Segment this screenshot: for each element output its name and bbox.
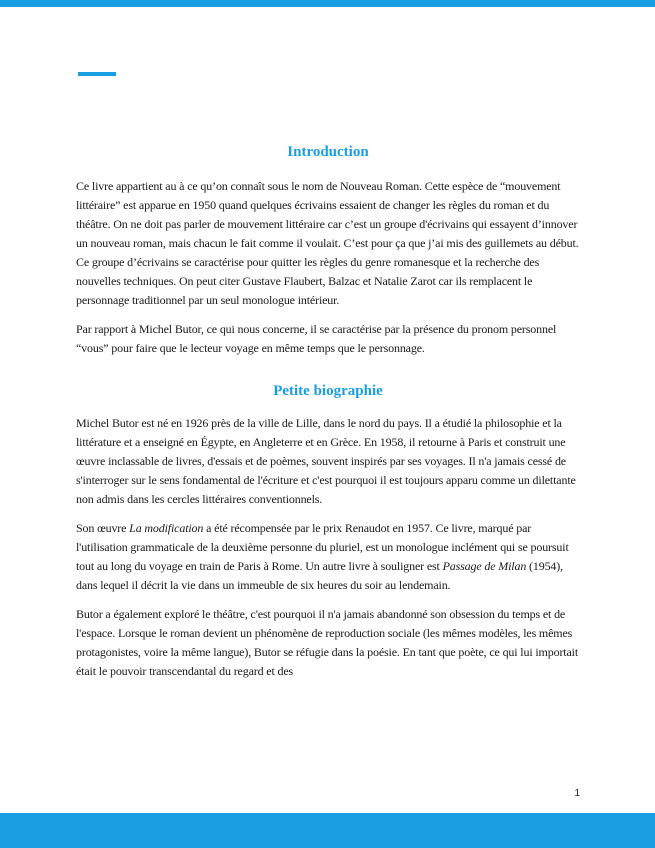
accent-dash [78, 72, 116, 76]
biography-heading: Petite biographie [273, 383, 383, 399]
biography-paragraph-2-text-b: a été récompensée par le prix Renaudot en 1957. Ce livre, marqué par l'utilisation grammaticale de la deuxième personne du pluriel, est un monologue inclément qui se poursuit tout au long du voyage en train de Paris à Rome. Un autre livre à souligner est [76, 521, 569, 573]
biography-paragraph-1: Michel Butor est né en 1926 près de la ville de Lille, dans le nord du pays. Il a étudié la philosophie et la littérature et a enseigné en Égypte, en Angleterre et en Grèce. En 1958, il retourne à Paris et construit une œuvre inclassable de livres, d'essais et de poèmes, souvent inspirés par ses voyages. Il n'a jamais cessé de s'interroger sur le sens fondamental de l'écriture et c'est pourquoi il est toujours apparu comme un dilettante non admis dans les cercles littéraires conventionnels. [76, 416, 576, 506]
top-accent-bar [0, 0, 655, 7]
biography-paragraph-2-text-a: Son œuvre [76, 521, 130, 535]
book-title-la-modification: La modification [129, 521, 204, 535]
document-body [76, 143, 580, 691]
bottom-accent-bar [0, 813, 655, 848]
introduction-heading: Introduction [287, 144, 369, 160]
biography-paragraph-3: Butor a également exploré le théâtre, c'est pourquoi il n'a jamais abandonné son obsession du temps et de l'espace. Lorsque le roman devient un phénomène de reproduction sociale (les mêmes modèles, les mêmes protagonistes, voire la même langue), Butor se réfugie dans la poésie. En tant que poète, ce qui lui importait était le pouvoir transcendantal du regard et des [76, 607, 579, 678]
biography-paragraph-2 [76, 519, 580, 595]
biography-paragraph-2-text-c: (1954), dans lequel il décrit la vie dans un immeuble de six heures du soir au lendemain. [76, 559, 563, 592]
introduction-paragraph-1: Ce livre appartient au à ce qu’on connaît sous le nom de Nouveau Roman. Cette espèce de “mouvement littéraire” est apparue en 1950 quand quelques écrivains essaient de changer les règles du roman et du théâtre. On ne doit pas parler de mouvement littéraire car c’est un groupe d'écrivains qui essayent d’innover un nouveau roman, mais chacun le fait comme il voulait. C’est pour ça que j’ai mis des guillemets au début. Ce groupe d’écrivains se caractérise pour quitter les règles du genre romanesque et la recherche des nouvelles techniques. On peut citer Gustave Flaubert, Balzac et Natalie Zarot car ils remplacent le personnage traditionnel par un seul monologue intérieur. [76, 179, 579, 307]
introduction-paragraph-2: Par rapport à Michel Butor, ce qui nous concerne, il se caractérise par la présence du pronom personnel “vous” pour faire que le lecteur voyage en même temps que le personnage. [76, 322, 557, 355]
book-title-passage-de-milan: Passage de Milan [442, 559, 527, 573]
page-number: 1 [574, 788, 580, 799]
